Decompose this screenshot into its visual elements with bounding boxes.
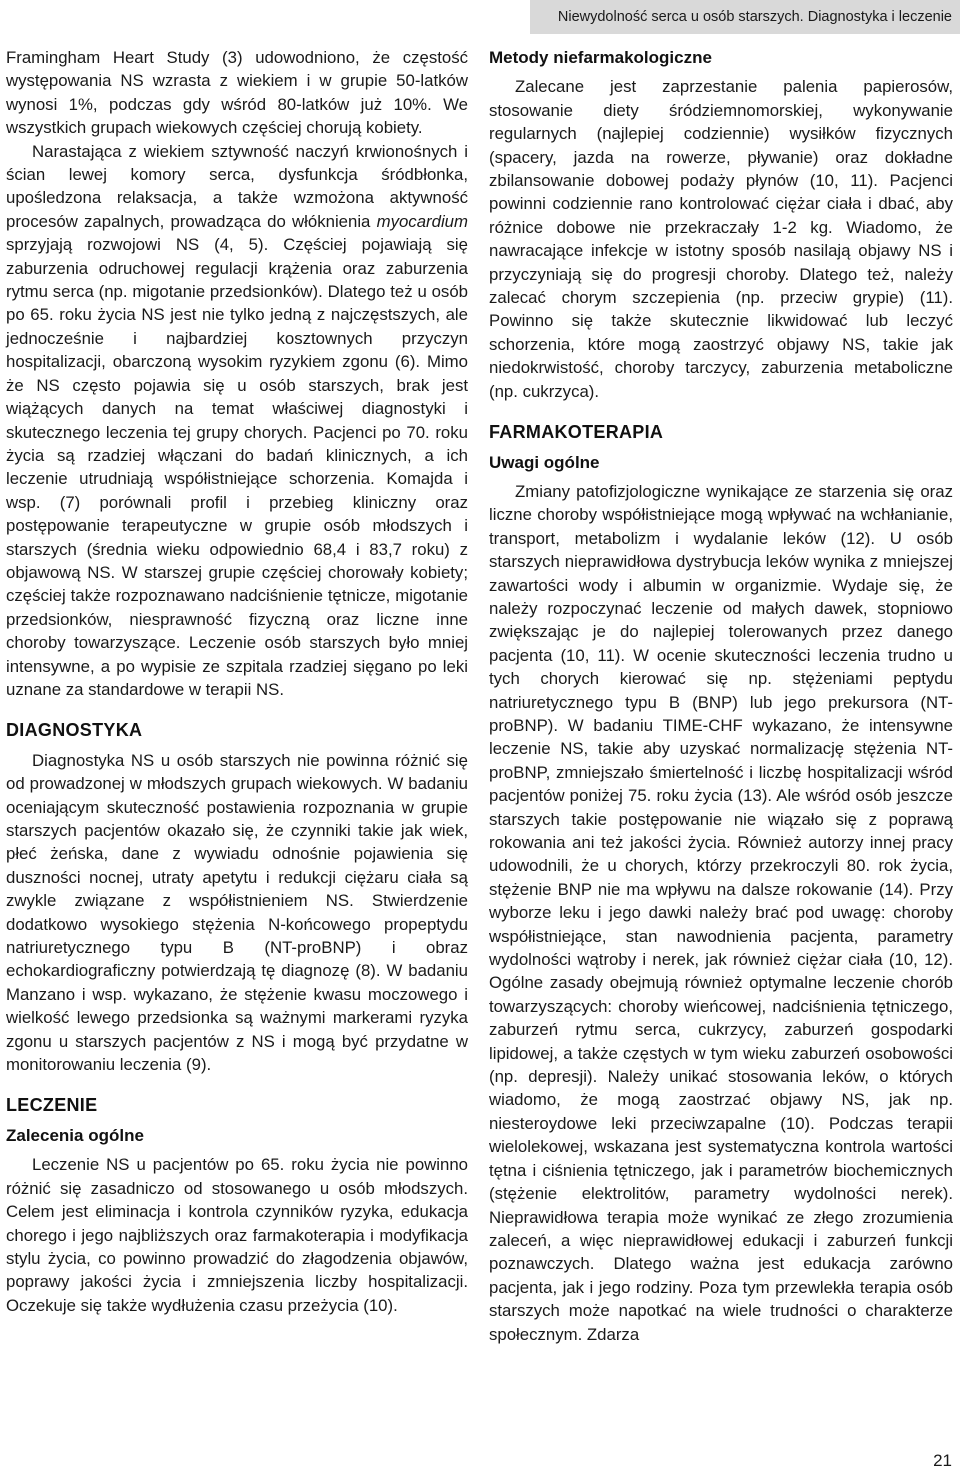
section-heading-diagnostyka: DIAGNOSTYKA — [6, 720, 143, 741]
paragraph-intro: Framingham Heart Study (3) udowodniono, że częstość występowania NS wzrasta z wiekiem i w grupie 50-latków wynosi 1%, podczas gdy wśród 80-latków już 10%. We wszystkich grupach wiekowych częściej chorują kobiety. — [6, 48, 468, 138]
paragraph-pathophysiology-part1: Narastająca z wiekiem sztywność naczyń krwionośnych i ścian lewej komory serca, dysfunkcja śródbłonka, upośledzona relaksacja, a także wzmożona aktywność procesów zapalnych, prowadząca do włóknienia — [6, 141, 468, 231]
page-number: 21 — [933, 1451, 952, 1470]
paragraph-zalecenia: Leczenie NS u pacjentów po 65. roku życia nie powinno różnić się zasadniczo od stosowanego u osób młodszych. Celem jest eliminacja i kontrola czynników ryzyka, edukacja chorego i jego najbliższych oraz farmakoterapia i modyfikacja stylu życia, co powinno prowadzić do złagodzenia objawów, poprawy jakości życia i zmniejszenia liczby hospitalizacji. Oczekuje się także wydłużenia czasu przeżycia (10). — [6, 1155, 468, 1315]
subheading-metody-niefarmakologiczne: Metody niefarmakologiczne — [489, 48, 712, 67]
running-header — [530, 0, 960, 34]
left-column — [6, 46, 468, 1317]
right-column — [489, 46, 953, 1346]
subheading-zalecenia-ogolne: Zalecenia ogólne — [6, 1125, 144, 1145]
running-title: Niewydolność serca u osób starszych. Diagnostyka i leczenie — [557, 9, 952, 25]
paragraph-diagnostyka: Diagnostyka NS u osób starszych nie powinna różnić się od prowadzonej w młodszych grupach wiekowych. W badaniu oceniającym skuteczność postawienia rozpoznania w grupie starszych pacjentów okazało się, że czynniki takie jak wiek, płeć żeńska, dane z wywiadu odnośnie pojawienia się duszności nocnej, utraty apetytu i redukcji ciężaru ciała są zwykle związane z współistnieniem NS. Stwierdzenie dodatkowo wysokiego stężenia N-końcowego propeptydu natriuretycznego typu B (NT-proBNP) i obraz echokardiograficzny potwierdzają tę diagnozę (8). W badaniu Manzano i wsp. wykazano, że stężenie kwasu moczowego i wielkość lewego przedsionka są ważnymi markerami ryzyka zgonu u starszych pacjentów z NS i mogą być przydatne w monitorowaniu leczenia (9). — [6, 750, 468, 1075]
paragraph-uwagi: Zmiany patofizjologiczne wynikające ze starzenia się oraz liczne choroby współistniejące mogą wpływać na wchłanianie, transport, metabolizm i wydalanie leków (12). U osób starszych nieprawidłowa dystrybucja leków wynika z mniejszej zawartości wody i albumin w organizmie. Wydaje się, że należy rozpoczynać leczenie od małych dawek, stopniowo zwiększając je do najlepiej tolerowanych przez danego pacjenta (10, 11). W ocenie skuteczności leczenia trudno u tych chorych kierować się np. stężeniami peptydu natriuretycznego typu B (BNP) lub jego prekursora (NT-proBNP). W badaniu TIME-CHF wykazano, że intensywne leczenie NS, takie aby uzyskać normalizację stężenia NT-proBNP, zmniejszało śmiertelność i liczbę hospitalizacji wśród pacjentów poniżej 75. roku życia (13). Ale wśród osób jeszcze starszych takie postępowanie nie wiązało się z poprawą rokowania ani też jakości życia. Również autorzy innej pracy udowodnili, że u chorych, którzy przekroczyli 80. rok życia, stężenie BNP nie ma wpływu na dalsze rokowanie (14). Przy wyborze leku i jego dawki należy brać pod uwagę: choroby współistniejące, stan nawodnienia pacjenta, parametry wydolności wątroby i nerek, jak również ciężar ciała (10, 12). Ogólne zasady obejmują również optymalne leczenie chorób towarzyszących: choroby wieńcowej, nadciśnienia tętniczego, zaburzeń rytmu serca, cukrzycy, zaburzeń gospodarki lipidowej, a także częstych w tym wieku zaburzeń osobowości (np. depresji). Należy unikać stosowania leków, o których wiadomo, że mogą zaostrzać objawy NS, jak np. niesteroydowe leki przeciwzapalne (10). Podczas terapii wielolekowej, wskazana jest systematyczna kontrola wartości tętna i ciśnienia tętniczego, jak i parametrów biochemicznych (stężenie elektrolitów, parametry wydolności nerek). Nieprawidłowa terapia może wynikać ze złego zrozumienia zaleceń, a więc nieprawidłowej edukacji i zaburzeń funkcji poznawczych. Dlatego ważna jest edukacja zarówno pacjenta, jak i jego rodziny. Poza tym przewlekła terapia osób starszych może napotkać na wiele trudności o charakterze społecznym. Zdarza — [489, 481, 953, 1344]
subheading-uwagi-ogolne: Uwagi ogólne — [489, 452, 600, 472]
paragraph-metody: Zalecane jest zaprzestanie palenia papierosów, stosowanie diety śródziemnomorskiej, wykonywanie regularnych (najlepiej codziennie) wysiłków fizycznych (spacery, jazda na rowerze, pływanie) oraz dokładne zbilansowanie dobowej podaży płynów (10, 11). Pacjenci powinni codziennie rano kontrolować ciężar ciała i dbać, aby różnice dobowe nie przekraczały 1-2 kg. Wiadomo, że nawracające infekcje w istotny sposób nasilają objawy NS i przyczyniają się do progresji choroby. Dlatego też, należy zalecać chorym szczepienia (np. przeciw grypie) (11). Powinno się także skutecznie likwidować lub leczyć schorzenia, które mogą zaostrzyć objawy NS, takie jak niedokrwistość, choroby tarczycy, zaburzenia metaboliczne (np. cukrzyca). — [489, 77, 953, 401]
paragraph-pathophysiology — [6, 140, 468, 702]
section-heading-leczenie: LECZENIE — [6, 1095, 98, 1116]
section-heading-farmakoterapia: FARMAKOTERAPIA — [489, 422, 664, 443]
italic-term: myocardium — [376, 211, 468, 231]
paragraph-pathophysiology-part2: sprzyjają rozwojowi NS (4, 5). Częściej pojawiają się zaburzenia odruchowej regulacji krążenia oraz zaburzenia rytmu serca (np. migotanie przedsionków). Dlatego też u osób po 65. roku życia NS jest nie tylko jedną z najczęstszych, ale jednocześnie i najbardziej kosztownych przyczyn hospitalizacji, obarczoną wysokim ryzykiem zgonu (6). Mimo że NS często pojawia się u osób starszych, brak jest wiążących danych na temat właściwej diagnostyki i skutecznego leczenia tej grupy chorych. Pacjenci po 70. roku życia są rzadziej włączani do badań klinicznych, a ich leczenie utrudniają współistniejące schorzenia. Komajda i wsp. (7) porównali profil i przebieg kliniczny oraz postępowanie terapeutyczne w grupie osób młodszych i starszych (średnia wieku odpowiednio 68,4 i 83,7 roku) z objawową NS. W starszej grupie częściej chorowały kobiety; częściej także rozpoznawano nadciśnienie tętnicze, migotanie przedsionków, niesprawność fizyczną oraz liczne inne choroby towarzyszące. Leczenie osób starszych było mniej intensywne, a po wypisie ze szpitala rzadziej sięgano po leki uznane za standardowe w terapii NS. — [6, 235, 468, 699]
